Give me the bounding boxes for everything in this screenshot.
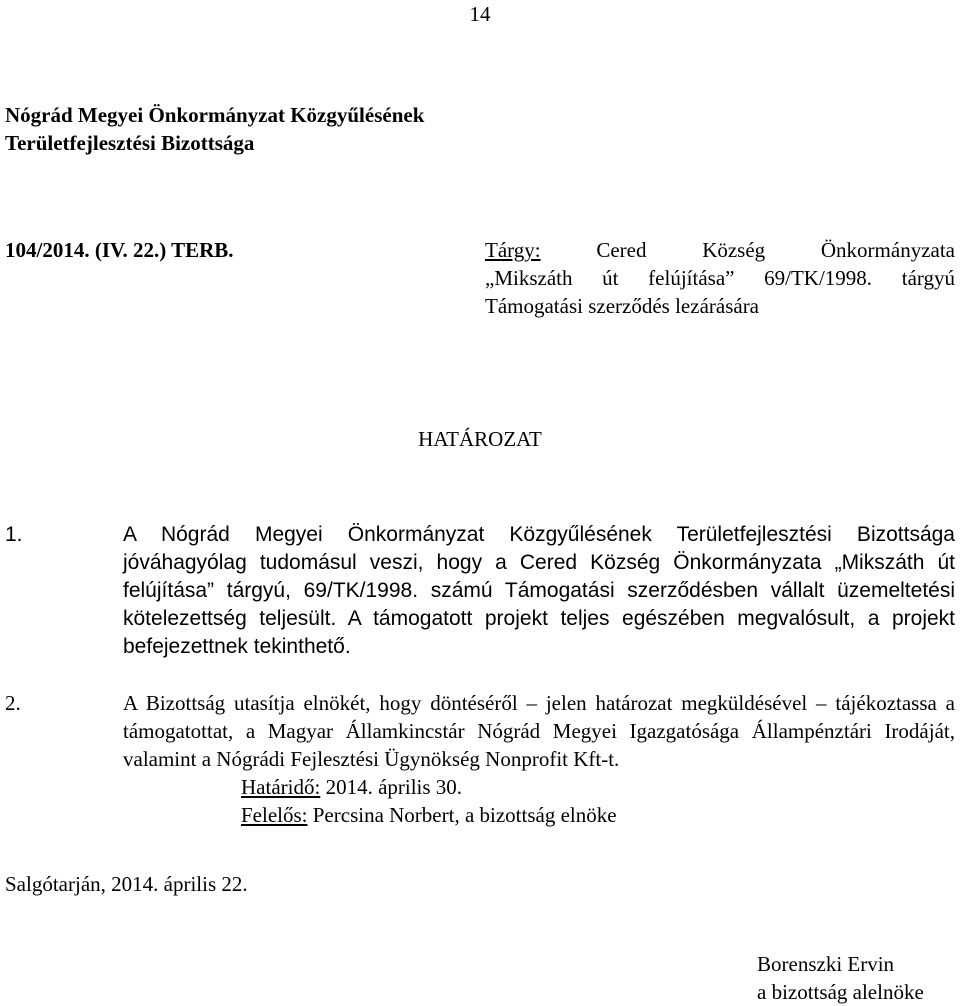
place-and-date: Salgótarján, 2014. április 22.: [5, 872, 248, 896]
item-2-body: [5, 689, 955, 773]
subject-line-1-text: Cered Község Önkormányzata: [596, 238, 955, 262]
resolution-item-1: [5, 521, 955, 661]
subject-line-3: Támogatási szerződés lezárására: [485, 294, 760, 318]
deadline-line: [123, 773, 955, 801]
signatory-title: a bizottság alelnöke: [757, 980, 924, 1004]
responsible-line: [123, 801, 955, 829]
resolution-item-2: [5, 689, 955, 829]
deadline-label: Határidő:: [241, 775, 321, 799]
responsible-value: Percsina Norbert, a bizottság elnöke: [307, 803, 617, 827]
responsible-label: Felelős:: [241, 803, 308, 827]
subject-label: Tárgy:: [485, 238, 541, 262]
page-number: 14: [469, 2, 491, 26]
item-2-number: 2.: [5, 691, 21, 715]
issuer-block: [5, 101, 424, 157]
item-1-text: A Nógrád Megyei Önkormányzat Közgyűlésének Területfejlesztési Bizottsága jóváhagyólag tudomásul veszi, hogy a Cered Község Önkormányzata „Mikszáth út felújítása” tárgyú, 69/TK/1998. számú Támogatási szerződésben vállalt üzemeltetési kötelezettség teljesült. A támogatott projekt teljes egészében megvalósult, a projekt befejezettnek tekinthető.: [123, 523, 955, 658]
subject-line-1: [485, 236, 955, 264]
item-2-text: A Bizottság utasítja elnökét, hogy döntéséről – jelen határozat megküldésével – tájékoztassa a támogatottat, a Magyar Államkincstár Nógrád Megyei Igazgatósága Állampénztári Irodáját, valamint a Nógrádi Fejlesztési Ügynökség Nonprofit Kft-t.: [123, 691, 955, 771]
subject-block: [485, 236, 955, 320]
item-1-number: 1.: [5, 523, 23, 546]
signatory-name: Borenszki Ervin: [757, 952, 895, 976]
issuer-line-1: Nógrád Megyei Önkormányzat Közgyűlésének: [5, 103, 425, 127]
deadline-value: 2014. április 30.: [320, 775, 463, 799]
issuer-line-2: Területfejlesztési Bizottsága: [5, 131, 255, 155]
subject-line-2: „Mikszáth út felújítása” 69/TK/1998. tárgyú: [485, 266, 955, 290]
document-heading: HATÁROZAT: [418, 427, 542, 451]
signature-block: [757, 950, 924, 1006]
resolution-number: 104/2014. (IV. 22.) TERB.: [5, 238, 234, 262]
resolution-items: [5, 521, 955, 829]
